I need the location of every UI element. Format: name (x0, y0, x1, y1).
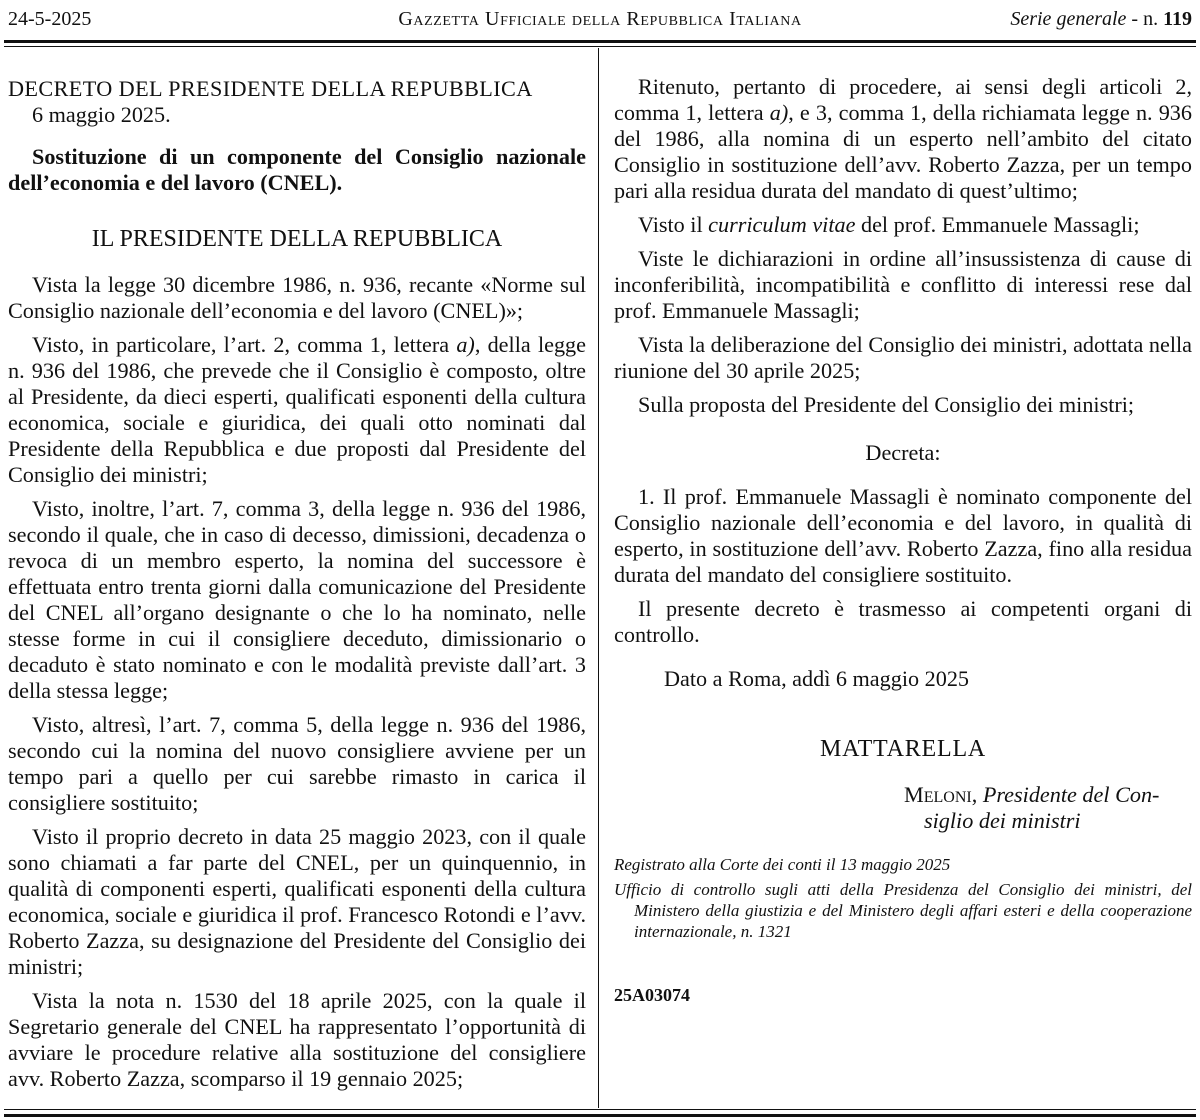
cosigner-name: Meloni (904, 782, 972, 807)
document-code: 25A03074 (614, 985, 690, 1005)
series-number: 119 (1163, 8, 1192, 30)
header-rule-thin (4, 46, 1196, 47)
footer-rule-thick (4, 1114, 1196, 1117)
series-label: Serie generale (1010, 8, 1127, 30)
preamble-paragraph: Vista la nota n. 1530 del 18 aprile 2025, con la quale il Segretario generale del CNEL ha rappresentato l’opportunità di avviare le procedure relative alla sostituzione del consigliere avv. Roberto Zazza, scomparso il 19 gennaio 2025; (8, 988, 586, 1091)
article-paragraph: Il presente decreto è trasmesso ai competenti organi di controllo. (614, 596, 1192, 647)
preamble-paragraph (614, 212, 1192, 238)
series-info (1010, 8, 1192, 31)
page-header (0, 0, 1200, 42)
decree-heading: DECRETO DEL PRESIDENTE DELLA REPUBBLICA (8, 76, 533, 101)
text-run: , e 3, comma 1, della richiamata legge n. 936 del 1986, alla nomina di un esperto nell’ambito del citato Consiglio in sostituzione dell’avv. Roberto Zazza, per un tempo pari alla residua durata del mandato di quest’ultimo; (614, 100, 1192, 203)
italic-letter: a) (769, 100, 789, 125)
text-run: Visto il (638, 212, 709, 237)
gazette-title: Gazzetta Ufficiale della Repubblica Italiana (398, 8, 802, 30)
preamble-paragraph (8, 332, 586, 488)
series-separator: - n. (1126, 8, 1164, 30)
control-office-text: Ufficio di controllo sugli atti della Presidenza del Consiglio dei ministri, del Ministero della giustizia e del Ministero degli affari esteri e della cooperazione internazionale, n. 1321 (614, 880, 1192, 941)
cosigner-block: Meloni, Presidente del Con- siglio dei ministri (614, 782, 1192, 834)
control-office-note (614, 879, 1192, 942)
right-column (614, 74, 1192, 1008)
president-heading: IL PRESIDENTE DELLA REPUBBLICA (91, 226, 503, 252)
registration-note: Registrato alla Corte dei conti il 13 maggio 2025 (614, 855, 951, 874)
preamble-paragraph: Visto il proprio decreto in data 25 maggio 2023, con il quale sono chiamati a far parte del CNEL, per un quinquennio, in qualità di componenti esperti, qualificati esponenti della cultura economica, sociale e giuridica il prof. Francesco Rotondi e l’avv. Roberto Zazza, su designazione del Presidente del Consiglio dei ministri; (8, 824, 586, 979)
text-run: Visto, in particolare, l’art. 2, comma 1, lettera (32, 332, 457, 357)
text-run: , della legge n. 936 del 1986, che prevede che il Consiglio è composto, oltre al Presidente, da dieci esperti, qualificati esponenti della cultura economica, sociale e giuridica, dei quali otto nominati dal Presidente della Repubblica e due proposti dal Presidente del Consiglio dei ministri; (8, 332, 586, 487)
cosigner-role-line1: Presidente del Con- (982, 782, 1160, 807)
article-paragraph: 1. Il prof. Emmanuele Massagli è nominato componente del Consiglio nazionale dell’economia e del lavoro, in qualità di esperto, in sostituzione dell’avv. Roberto Zazza, fino alla residua durata del mandato del consigliere sostituito. (614, 484, 1192, 587)
decreta-heading: Decreta: (865, 440, 941, 465)
italic-letter: a) (456, 332, 475, 357)
issue-date: 24-5-2025 (8, 8, 92, 30)
footer-rule-thin (4, 1109, 1196, 1110)
left-column (8, 76, 586, 1100)
preamble-paragraph: Sulla proposta del Presidente del Consiglio dei ministri; (638, 392, 1135, 417)
signer-name: MATTARELLA (819, 736, 987, 762)
decree-subject: Sostituzione di un componente del Consiglio nazionale dell’economia e del lavoro (CNEL). (8, 144, 586, 195)
preamble-paragraph: Vista la deliberazione del Consiglio dei ministri, adottata nella riunione del 30 aprile 2025; (614, 332, 1192, 383)
preamble-paragraph: Visto, altresì, l’art. 7, comma 5, della legge n. 936 del 1986, secondo cui la nomina del nuovo consigliere avviene per un tempo pari a quello per cui sarebbe rimasto in carica il consigliere sostituito; (8, 712, 586, 815)
preamble-paragraph: Vista la legge 30 dicembre 1986, n. 936, recante «Norme sul Consiglio nazionale dell’economia e del lavoro (CNEL)»; (8, 272, 586, 323)
header-rule-thick (4, 40, 1196, 43)
preamble-paragraph: Visto, inoltre, l’art. 7, comma 3, della legge n. 936 del 1986, secondo il quale, che in caso di decesso, dimissioni, decadenza o revoca di un membro esperto, la nomina del successore è effettuata entro trenta giorni dalla comunicazione del Presidente del CNEL all’organo designante o che lo ha nominato, nelle stesse forme in cui il consigliere deceduto, dimissionario o decaduto è stato nominato e con le modalità previste dall’art. 3 della stessa legge; (8, 496, 586, 703)
column-divider (598, 48, 599, 1108)
preamble-paragraph (614, 74, 1192, 204)
text-run: Ritenuto, pertanto di procedere, ai sensi degli articoli 2, comma 1, lettera (614, 74, 1192, 125)
italic-term: curriculum vitae (708, 212, 856, 237)
decree-date: 6 maggio 2025. (32, 102, 171, 127)
preamble-paragraph: Viste le dichiarazioni in ordine all’insussistenza di cause di inconferibilità, incompatibilità e conflitto di interessi rese dal prof. Emmanuele Massagli; (614, 246, 1192, 323)
cosigner-role-line2: siglio dei ministri (924, 808, 1081, 833)
dato-line: Dato a Roma, addì 6 maggio 2025 (664, 666, 970, 691)
text-run: del prof. Emmanuele Massagli; (855, 212, 1140, 237)
